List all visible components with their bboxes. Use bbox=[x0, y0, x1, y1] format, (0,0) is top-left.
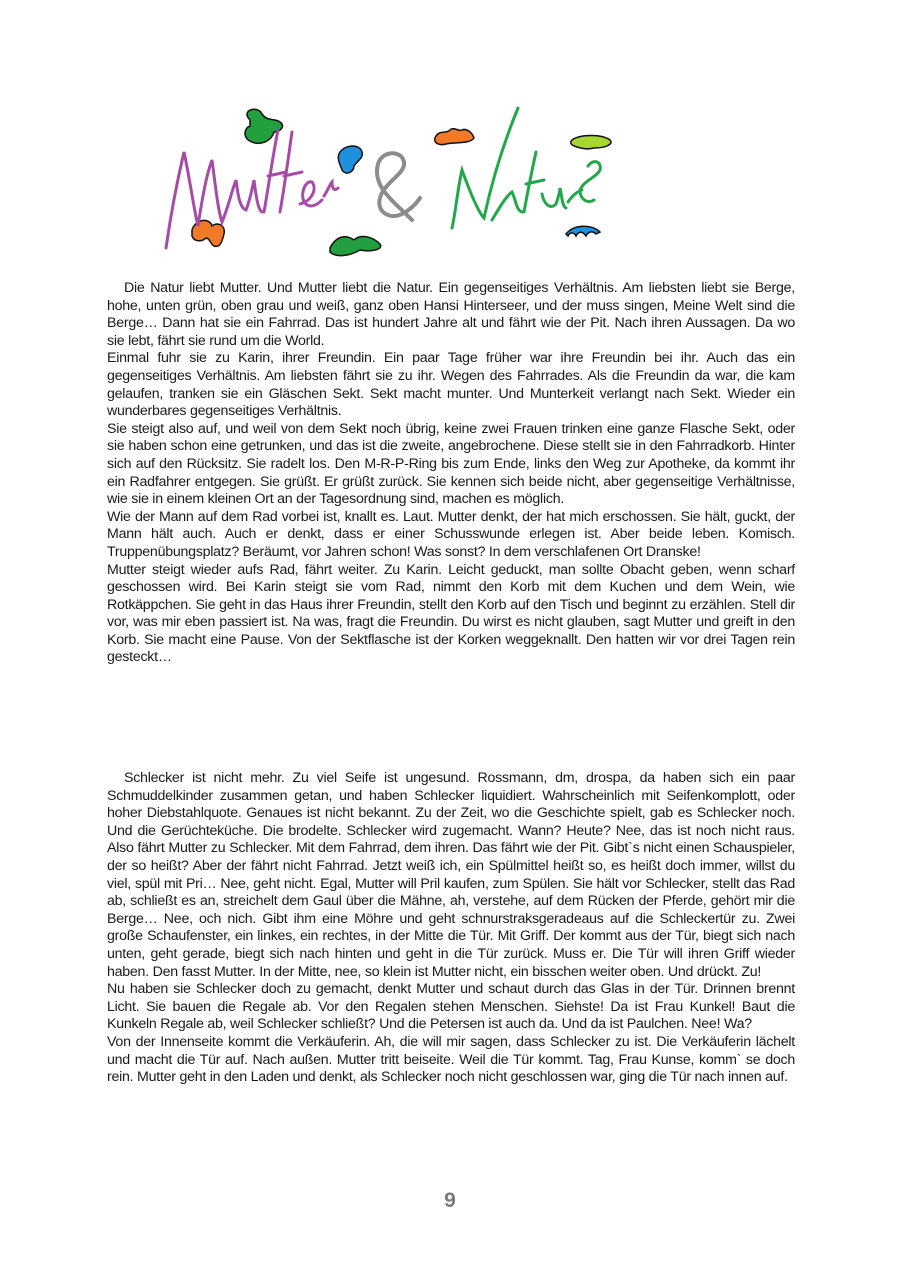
title-natur bbox=[452, 108, 600, 228]
paragraph: Einmal fuhr sie zu Karin, ihrer Freundin. Ein paar Tage früher war ihre Freundin bei ihr. Auch das ein gegenseitiges Verhältnis. Am liebsten fährt sie zu ihr. Wegen des Fahrrades. Als die Freundin da war, die kam gelaufen, tranken sie ein Gläschen Sekt. Sekt macht munter. Und Munterkeit verlangt nach Sekt. Wieder ein wunderbares gegenseitiges Verhältnis. bbox=[107, 350, 795, 420]
orange-blob-icon bbox=[435, 129, 474, 145]
story-section-1 bbox=[107, 280, 795, 667]
paragraph: Schlecker ist nicht mehr. Zu viel Seife ist ungesund. Rossmann, dm, drospa, da haben sich ein paar Schmuddelkinder zusammen getan, und haben Schlecker liquidiert. Wahrscheinlich mit Seifenkomplott, oder hoher Diebstahlquote. Genaues ist nicht bekannt. Zu der Zeit, wo die Geschichte spielt, gab es Schlecker noch. Und die Gerüchteküche. Die brodelte. Schlecker wird zugemacht. Wann? Heute? Nee, das ist noch nicht raus. Also fährt Mutter zu Schlecker. Mit dem Fahrrad, dem ihren. Das fährt wie der Pit. Gibt`s nicht einen Schauspieler, der so heißt? Aber der fährt nicht Fahrrad. Jetzt weiß ich, ein Spülmittel heißt so, es heißt doch immer, willst du viel, spül mit Pri… Nee, geht nicht. Egal, Mutter will Pril kaufen, zum Spülen. Sie hält vor Schlecker, stellt das Rad ab, schließt es an, streichelt dem Gaul über die Mähne, ah, verstehe, auf dem Rücken der Pferde, gehört mir die Berge… Nee, och nich. Gibt ihm eine Möhre und geht schnurstraksgeradeaus auf die Schleckertür zu. Zwei große Schaufenster, ein linkes, ein rechtes, in der Mitte die Tür. Mit Griff. Der kommt aus der Tür, biegt sich nach unten, geht gerade, biegt sich nach hinten und geht in die Tür zurück. Muss er. Die Tür will ihren Griff wieder haben. Den fasst Mutter. In der Mitte, nee, so klein ist Mutter nicht, ein bisschen weiter oben. Und drückt. Zu! bbox=[107, 770, 795, 980]
title-word-natur: Natur bbox=[144, 100, 147, 101]
story-section-2 bbox=[107, 770, 795, 1087]
title-logo bbox=[140, 100, 700, 270]
lime-blob-icon bbox=[571, 136, 611, 149]
paragraph: Die Natur liebt Mutter. Und Mutter liebt die Natur. Ein gegenseitiges Verhältnis. Am liebsten liebt sie Berge, hohe, unten grün, oben grau und weiß, ganz oben Hansi Hinterseer, und der muss singen, Meine Welt sind die Berge… Dann hat sie ein Fahrrad. Das ist hundert Jahre alt und fährt wie der Pit. Nach ihren Aussagen. Da wo sie lebt, fährt sie rund um die World. bbox=[107, 280, 795, 349]
paragraph: Sie steigt also auf, und weil von dem Sekt noch übrig, keine zwei Frauen trinken eine ganze Flasche Sekt, oder sie haben schon eine getrunken, und das ist die zweite, angebrochene. Diese stellt sie in den Fahrradkorb. Hinter sich auf den Rücksitz. Sie radelt los. Den M-R-P-Ring bis zum Ende, links den Weg zur Apotheke, da kommt ihr ein Radfahrer entgegen. Sie grüßt. Er grüßt zurück. Sie kennen sich beide nicht, aber gegenseitige Verhältnisse, wie sie in einem kleinen Ort an der Tagesordnung sind, machen es möglich. bbox=[107, 420, 795, 508]
paragraph: Mutter steigt wieder aufs Rad, fährt weiter. Zu Karin. Leicht geduckt, man sollte Obacht geben, wenn scharf geschossen wird. Bei Karin steigt sie vom Rad, nimmt den Korb mit dem Kuchen und dem Wein, wie Rotkäppchen. Sie geht in das Haus ihrer Freundin, stellt den Korb auf den Tisch und beginnt zu erzählen. Stell dir vor, was mir eben passiert ist. Na was, fragt die Freundin. Du wirst es nicht glauben, sagt Mutter und greift in den Korb. Sie macht eine Pause. Von der Sektflasche ist der Korken weggeknallt. Den hatten wir vor drei Tagen rein gesteckt… bbox=[107, 561, 795, 666]
svg-text:Mutter & Natur bbox=[140, 100, 147, 101]
blue-blob-icon bbox=[566, 226, 600, 236]
title-word-mutter: Mutter bbox=[140, 100, 143, 101]
blue-blob-icon bbox=[338, 146, 362, 173]
paragraph: Nu haben sie Schlecker doch zu gemacht, denkt Mutter und schaut durch das Glas in der Tür. Drinnen brennt Licht. Sie bauen die Regale ab. Vor den Regalen stehen Menschen. Siehste! Da ist Frau Kunkel! Baut die Kunkeln Regale ab, weil Schlecker schließt? Und die Petersen ist auch da. Und da ist Paulchen. Nee! Wa? bbox=[107, 981, 795, 1033]
title-ampersand bbox=[377, 153, 420, 220]
green-blob-icon bbox=[330, 237, 381, 256]
page-number: 9 bbox=[444, 1189, 456, 1212]
paragraph: Von der Innenseite kommt die Verkäuferin. Ah, die will mir sagen, dass Schlecker zu ist. Die Verkäuferin lächelt und macht die Tür auf. Nach außen. Mutter tritt beiseite. Weil die Tür kommt. Tag, Frau Kunse, komm` se doch rein. Mutter geht in den Laden und denkt, als Schlecker noch nicht geschlossen war, ging die Tür nach innen auf. bbox=[107, 1033, 795, 1086]
title-word-ampersand: & bbox=[142, 100, 144, 101]
paragraph: Wie der Mann auf dem Rad vorbei ist, knallt es. Laut. Mutter denkt, der hat mich erschossen. Sie hält, guckt, der Mann hält auch. Auch er denkt, dass er einer Schusswunde erlegen ist. Aber beide leben. Komisch. Truppenübungsplatz? Beräumt, vor Jahren schon! Was sonst? In dem verschlafenen Ort Dranske! bbox=[107, 508, 795, 560]
